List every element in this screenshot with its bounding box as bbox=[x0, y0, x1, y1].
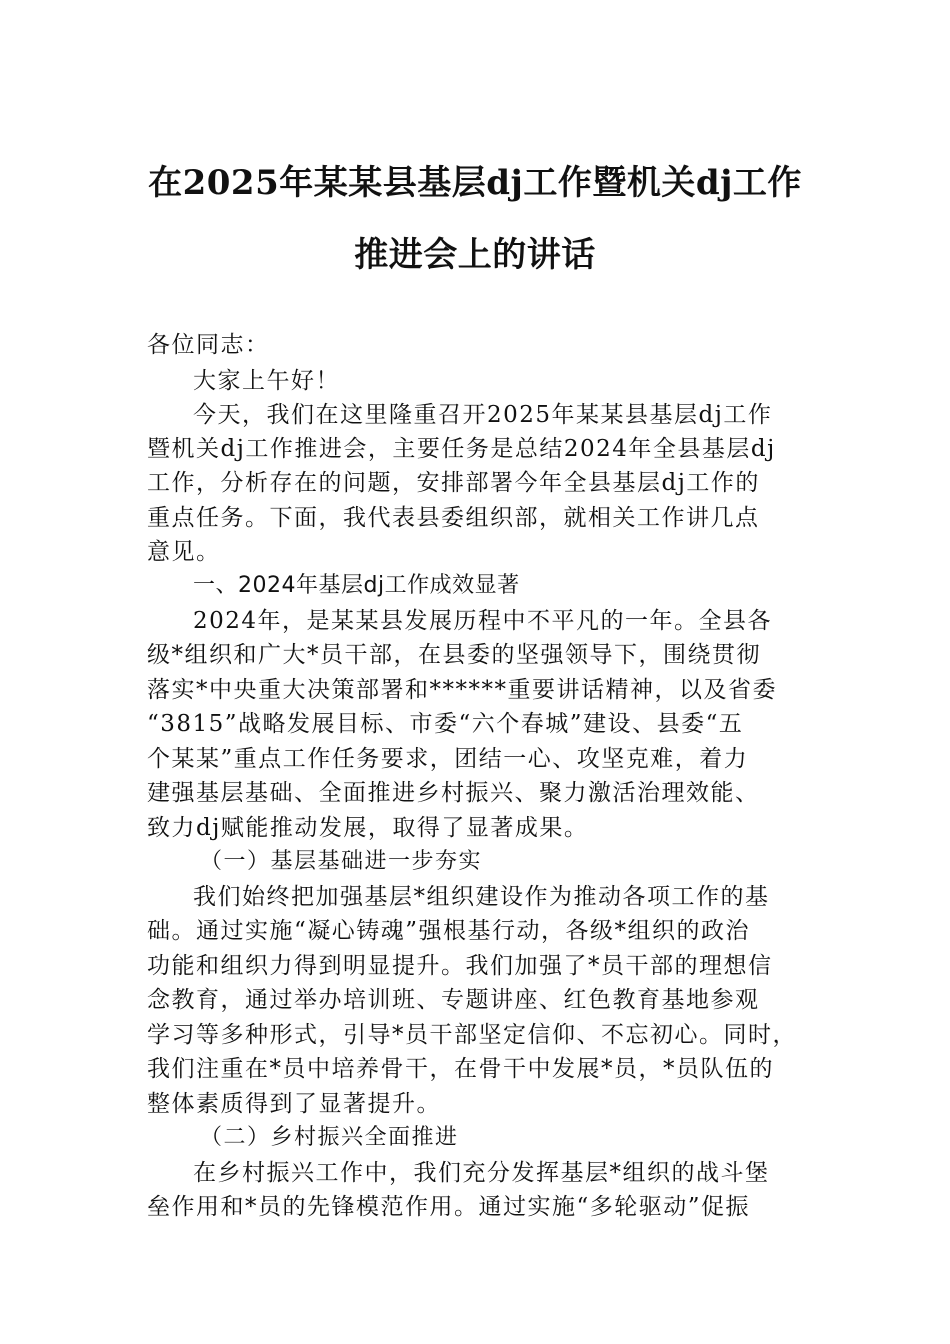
paragraph-line: “3815”战略发展目标、市委“六个春城”建设、县委“五 bbox=[147, 711, 744, 737]
paragraph-line: 念教育，通过举办培训班、专题讲座、红色教育基地参观 bbox=[147, 987, 760, 1013]
paragraph-line: 础。通过实施“凝心铸魂”强根基行动，各级*组织的政治 bbox=[147, 918, 751, 944]
subsection-heading: （二）乡村振兴全面推进 bbox=[200, 1125, 459, 1150]
paragraph-line: 整体素质得到了显著提升。 bbox=[147, 1091, 441, 1117]
document-title-line-2: 推进会上的讲话 bbox=[354, 235, 596, 275]
paragraph-line: 暨机关dj工作推进会，主要任务是总结2024年全县基层dj bbox=[147, 436, 776, 462]
paragraph-line: 功能和组织力得到明显提升。我们加强了*员干部的理想信 bbox=[147, 953, 773, 979]
subsection-heading: （一）基层基础进一步夯实 bbox=[200, 849, 483, 874]
paragraph-line: 工作，分析存在的问题，安排部署今年全县基层dj工作的 bbox=[147, 470, 760, 496]
paragraph-line: 重点任务。下面，我代表县委组织部，就相关工作讲几点 bbox=[147, 505, 760, 531]
paragraph-line: 落实*中央重大决策部署和******重要讲话精神，以及省委 bbox=[147, 677, 777, 703]
paragraph-line: 今天，我们在这里隆重召开2025年某某县基层dj工作 bbox=[193, 402, 773, 428]
salutation: 各位同志： bbox=[147, 332, 270, 358]
paragraph-line: 级*组织和广大*员干部，在县委的坚强领导下，围绕贯彻 bbox=[147, 642, 761, 668]
document-title-line-1: 在2025年某某县基层dj工作暨机关dj工作 bbox=[148, 163, 802, 203]
paragraph-line: 学习等多种形式，引导*员干部坚定信仰、不忘初心。同时， bbox=[147, 1022, 797, 1048]
paragraph-line: 致力dj赋能推动发展，取得了显著成果。 bbox=[147, 815, 589, 841]
section-heading: 一、2024年基层dj工作成效显著 bbox=[193, 573, 520, 598]
paragraph-line: 在乡村振兴工作中，我们充分发挥基层*组织的战斗堡 bbox=[193, 1160, 770, 1186]
paragraph-line: 建强基层基础、全面推进乡村振兴、聚力激活治理效能、 bbox=[147, 780, 760, 806]
paragraph-line: 垒作用和*员的先锋模范作用。通过实施“多轮驱动”促振 bbox=[147, 1194, 751, 1220]
paragraph-line: 个某某”重点工作任务要求，团结一心、攻坚克难，着力 bbox=[147, 746, 749, 772]
paragraph-line: 我们注重在*员中培养骨干，在骨干中发展*员，*员队伍的 bbox=[147, 1056, 774, 1082]
paragraph-line: 我们始终把加强基层*组织建设作为推动各项工作的基 bbox=[193, 884, 770, 910]
greeting: 大家上午好！ bbox=[193, 368, 340, 394]
paragraph-line: 意见。 bbox=[147, 539, 221, 565]
paragraph-line: 2024年，是某某县发展历程中不平凡的一年。全县各 bbox=[193, 608, 773, 634]
